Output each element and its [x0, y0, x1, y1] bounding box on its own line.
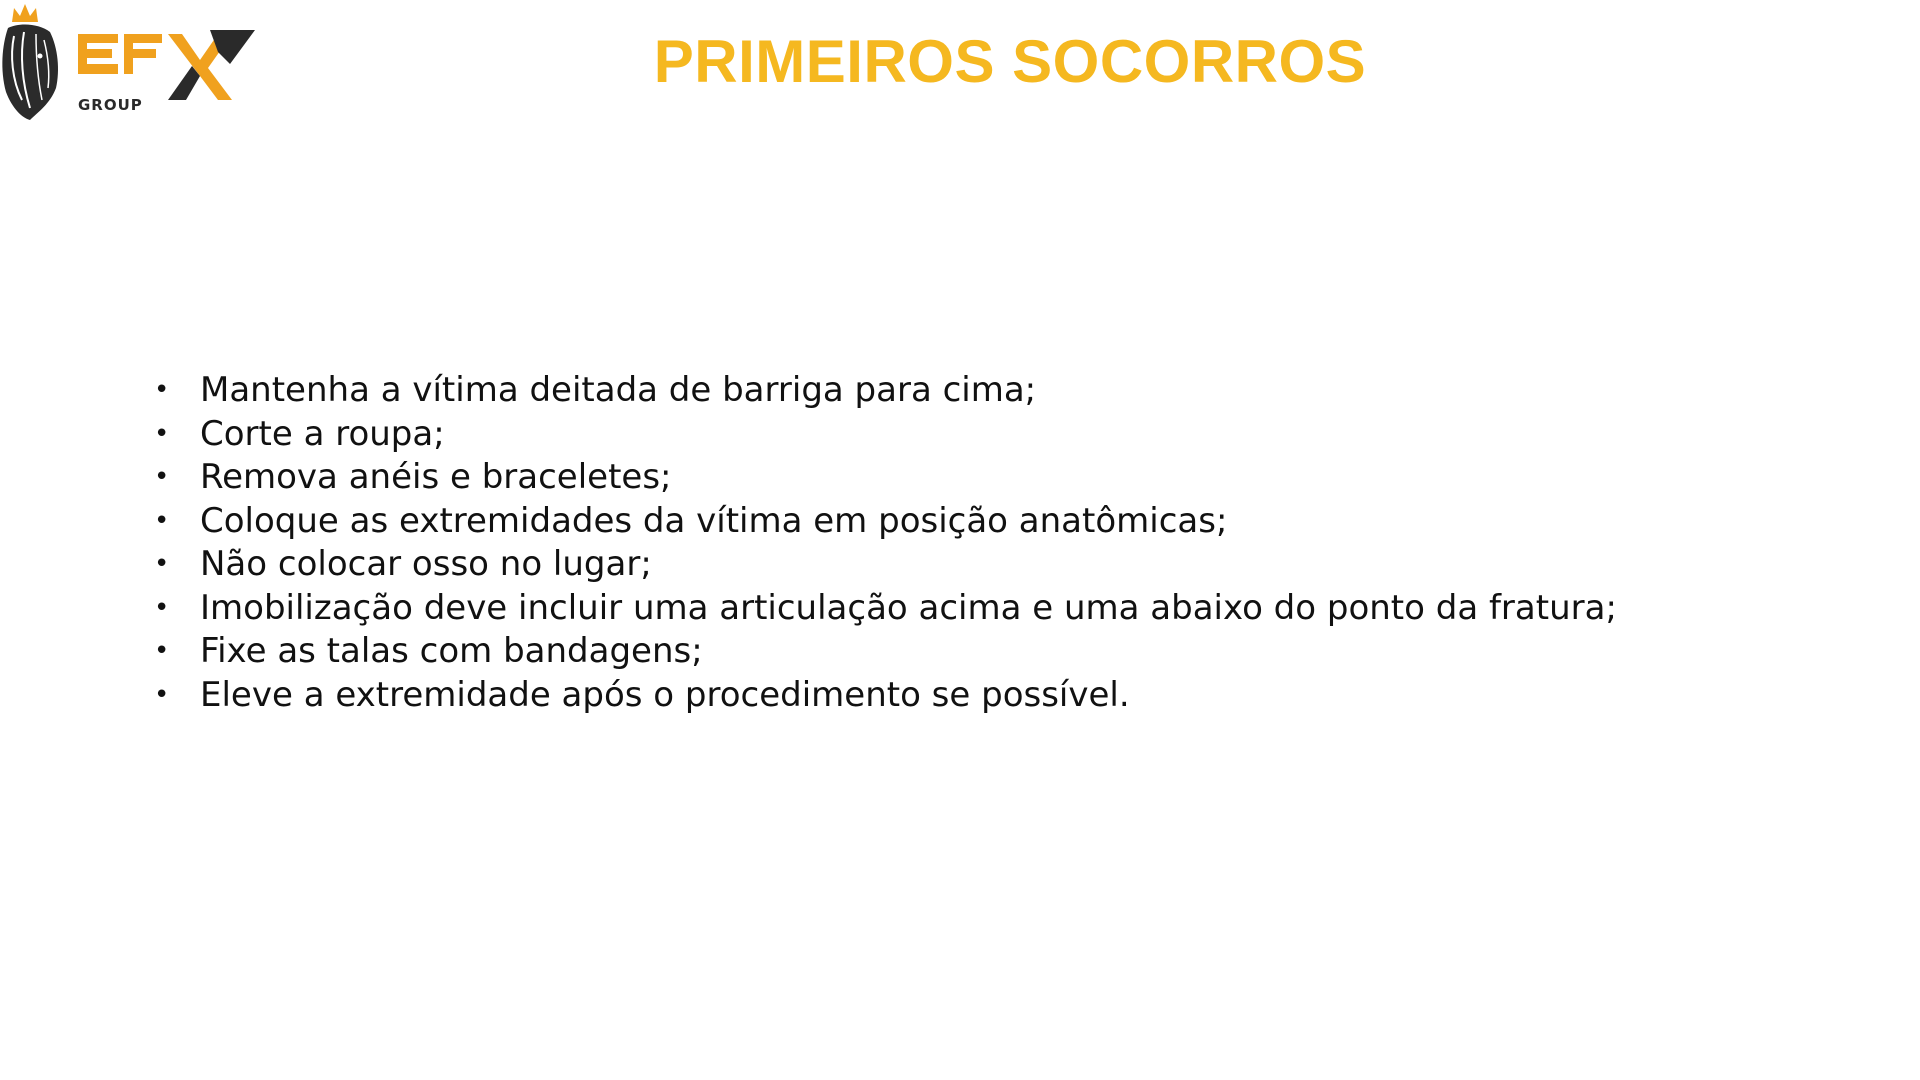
list-item: • Coloque as extremidades da vítima em posição anatômicas; — [150, 500, 1617, 544]
bullet-icon: • — [154, 462, 170, 492]
bullet-icon: • — [154, 375, 170, 405]
bullet-icon: • — [154, 549, 170, 579]
group-label: GROUP — [78, 96, 143, 114]
list-item: • Fixe as talas com bandagens; — [150, 630, 1617, 674]
crown-icon — [12, 4, 38, 22]
bullet-list — [150, 369, 1617, 717]
bullet-icon: • — [154, 636, 170, 666]
list-item: • Corte a roupa; — [150, 413, 1617, 457]
bullet-icon: • — [154, 418, 170, 449]
list-item: • Remova anéis e braceletes; — [150, 456, 1617, 500]
list-item: • Não colocar osso no lugar; — [150, 543, 1617, 587]
bullet-icon: • — [154, 592, 170, 623]
bullet-icon: • — [154, 505, 170, 536]
bullet-icon: • — [154, 679, 170, 710]
list-item: • Eleve a extremidade após o procedimento se possível. — [150, 674, 1617, 718]
list-item: • Mantenha a vítima deitada de barriga para cima; — [150, 369, 1617, 413]
slide-title: PRIMEIROS SOCORROS — [653, 28, 1367, 95]
list-item: • Imobilização deve incluir uma articulação acima e uma abaixo do ponto da fratura; — [150, 587, 1617, 631]
